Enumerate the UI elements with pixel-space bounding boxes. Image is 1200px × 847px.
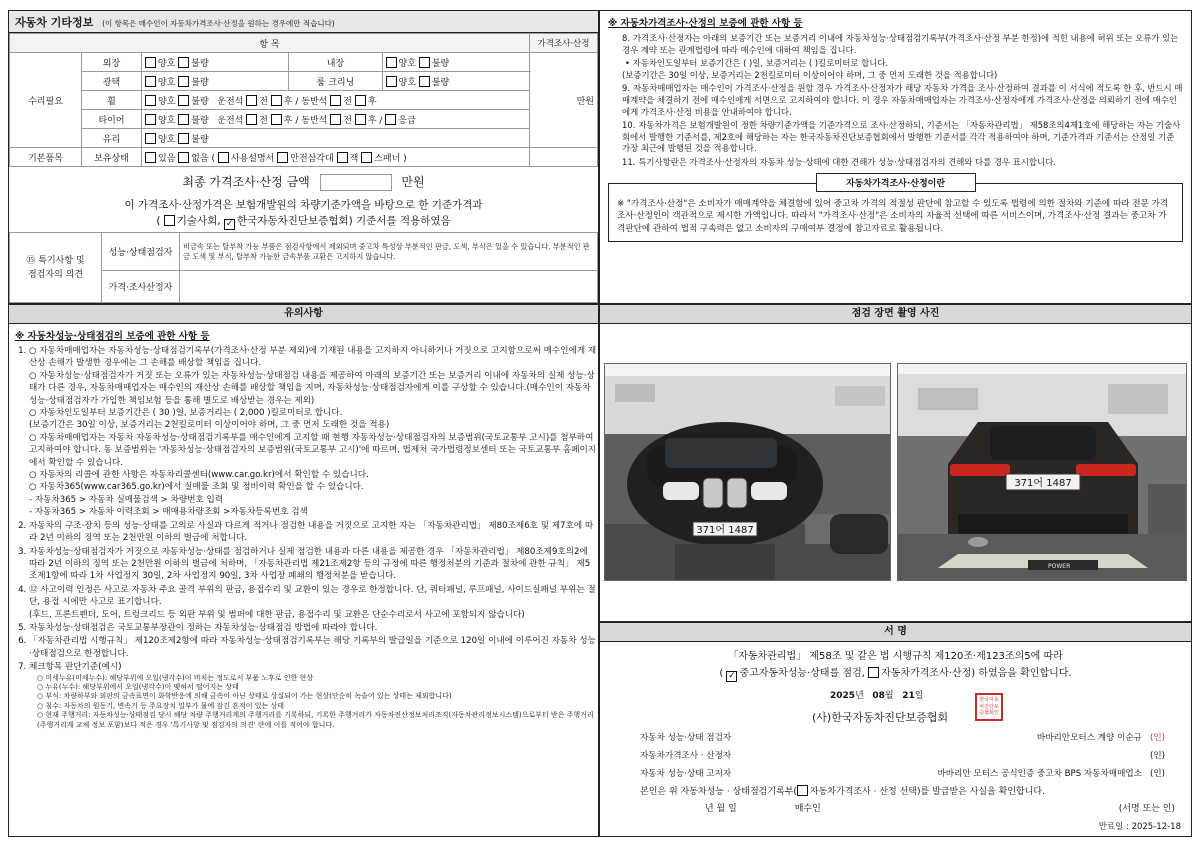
org-seal	[975, 693, 1003, 721]
perf-inspector: 성능·상태점검자	[102, 233, 180, 271]
checkbox[interactable]	[178, 76, 189, 87]
checkbox[interactable]	[868, 667, 879, 678]
buyer-line: 년 월 일 매수인 (서명 또는 인)	[705, 804, 1175, 814]
signature-section	[599, 622, 1192, 837]
notice-item: 7. 체크항목 판단기준(예시) ○ 미세누유(미세누수): 해당부위에 오일(냉각수)이 비치는 정도로서 부품 노후로 인한 현상 ○ 누유(누수): 해당부위에서 오일(냉각수)이 맺혀서 떨어지는 상태 ○ 부식: 차량하부와 외판의 금속표면이 화학반응에 의해 금속이 아닌 상태로 상실되어 가는 현상(단순히 녹슬어 있는 상태는 제외합니다) ○ 침수: 자동차의 원동기, 변속기 등 주요장치 일부가 물에 잠긴 흔적이 있는 상태 ○ 현재 주행거리: 자동차성능·상태점검 당시 해당 차량 주행거리계의 주행거리를 기록하되, 기록한 주행거리가 자동차전산정보처리조직(자동차관리정보시스템)으로부터 받은 주행거리(주행거리계 교체 정보 포함)보다 적은 경우 '특기사항 및 점검자의 의견' 란에 이를 적어야 합니다.	[29, 661, 598, 730]
car-front-photo	[604, 363, 891, 581]
checkbox[interactable]	[145, 57, 156, 68]
confirm-line: 본인은 위 자동차성능 · 상태점검기록부( 자동차가격조사 · 산정 선택)를 발급받은 사실을 확인합니다.	[640, 787, 1045, 797]
notice-item: 6. 「자동차관리법 시행규칙」 제120조제2항에 따라 자동차성능·상태점검기록부는 해당 기록부의 발급일을 기준으로 120일 이내에 이루어진 자동차 성능·상태점검으로 한정합니다.	[29, 635, 598, 660]
etc-note: (이 항목은 매수인이 자동차가격조사·산정을 원하는 경우에만 적습니다)	[102, 19, 335, 28]
signature-row: 자동차 성능·상태 점검자 바바리안모터스 계양 이순규 (인)	[640, 729, 1180, 747]
signature-rows	[640, 729, 1180, 783]
item-header: 항 목	[10, 34, 530, 53]
car-front-image	[605, 364, 891, 581]
criteria-item: ○ 부식: 차량하부와 외판의 금속표면이 화학반응에 의해 금속이 아닌 상태로 상실되어 가는 현상(단순히 녹슬어 있는 상태는 제외합니다)	[37, 692, 452, 701]
checkbox[interactable]	[419, 57, 430, 68]
notice-item-1	[29, 345, 598, 519]
lift-text: POWER	[1048, 563, 1071, 570]
checkbox[interactable]	[145, 114, 156, 125]
criteria-item: ○ 현재 주행거리: 자동차성능·상태점검 당시 해당 차량 주행거리계의 주행거리를 기록하되, 기록한 주행거리가 자동차전산정보처리조직(자동차관리정보시스템)으로부터 받은 주행거리(주행거리계 교체 정보 포함)보다 적은 경우 '특기사항 및 점검자의 의견' 란에 이를 적어야 합니다.	[37, 711, 594, 729]
signature-org: (사)한국자동차진단보증협회	[812, 711, 949, 724]
notice-list	[9, 345, 598, 519]
price-header: 가격조사·산정	[530, 34, 598, 53]
price-box-title: 자동차가격조사·산정이란	[816, 173, 976, 192]
row-label: 외장	[82, 53, 142, 72]
final-price-row: 최종 가격조사·산정 금액 만원	[182, 175, 425, 189]
checkbox[interactable]	[330, 95, 341, 106]
checkbox[interactable]	[178, 114, 189, 125]
notice-item: 2. 자동차의 구조·장치 등의 성능·상태를 고의로 사실과 다르게 적거나 점검한 내용을 거짓으로 고지한 자는 「자동차관리법」 제80조제6호 및 제7호에 따라 2년 이하의 징역 또는 2천만원 이하의 벌금에 처합니다.	[29, 520, 598, 545]
rear-plate-text: 371어 1487	[1014, 478, 1072, 489]
opinion-table	[9, 232, 598, 303]
price-warranty-title: ※ 자동차가격조사·산정의 보증에 관한 사항 등	[608, 18, 803, 29]
criteria-item: ○ 침수: 자동차의 원동기, 변속기 등 주요장치 일부가 물에 잠긴 흔적이 있는 상태	[37, 701, 285, 710]
notice-subitem: ○ 자동차매매업자는 자동차 자동차성능·상태점검기록부를 매수인에게 고지할 때 현행 자동차성능·상태점검자의 보증범위(국토교통부 고시)를 첨부하여 고지하여야 합니다. 동 보증범위는 '자동차성능·상태점검자의 보증범위(국토교통부 고시)'에 따르며, 법제처 국가법령정보센터 또는 국토교통부 홈페이지에서 확인할 수 있습니다.	[29, 432, 597, 468]
price-warranty-item: 9. 자동차매매업자는 매수인이 가격조사·산정을 원할 경우 가격조사·산정자가 해당 자동차 가격을 조사·산정하여 결과를 이 서식에 적도록 한 후, 반드시 매매계약을 체결하기 전에 매수인에게 서면으로 고지하여야 합니다. 이 경우 자동차매매업자는 가격조사·산정자에게 가격조사·산정을 의뢰하기 전에 매수인에게 가격조사·산정 비용을 안내하여야 합니다.	[622, 83, 1183, 117]
notice-subitem: ○ 자동차의 리콜에 관한 사항은 자동차리콜센터(www.car.go.kr)에서 확인할 수 있습니다.	[29, 470, 369, 481]
photo-header: 점검 장면 촬영 사진	[600, 305, 1191, 324]
signature-row: 자동차가격조사 · 산정자 (인)	[640, 751, 1166, 761]
checkbox[interactable]	[271, 95, 282, 106]
signature-row: 자동차 성능·상태 고지자 바바리안 모터스 공식인증 중고차 BPS 자동차매매업소 (인)	[640, 769, 1166, 779]
row-label: 유리	[82, 129, 142, 148]
checkbox[interactable]	[145, 95, 156, 106]
checkbox[interactable]	[145, 152, 156, 163]
checkbox[interactable]	[386, 76, 397, 87]
criteria-item: ○ 미세누유(미세누수): 해당부위에 오일(냉각수)이 비치는 정도로서 부품 노후로 인한 현상	[37, 673, 314, 682]
row-label: 휠	[82, 91, 142, 110]
checkbox[interactable]	[277, 152, 288, 163]
standard-sentence: 이 가격조사·산정가격은 보험개발원의 차량기준가액을 바탕으로 한 기준가격과 ( 기술사회, ✓ 한국자동차진단보증협회) 기준서를 적용하였음	[124, 199, 483, 229]
price-box-text: ※ "가격조사·산정"은 소비자가 매매계약을 체결함에 있어 중고차 가격의 적절성 판단에 참고할 수 있도록 법령에 의한 절차와 기준에 따라 전문 가격조사·산정인이 객관적으로 제시한 가액입니다. 따라서 "가격조사·산정"은 소비자의 자율적 선택에 따른 서비스이며, 가격조사·산정 결과는 중고차 가격판단에 관하여 법적 구속력은 없고 소비자의 구매여부 결정에 참고자료로 활용됩니다.	[617, 198, 1169, 234]
signature-line2: ( ✓ 중고자동차성능·상태를 점검, 자동차가격조사·산정) 하였음을 확인합니다.	[719, 668, 1072, 681]
checkbox[interactable]	[797, 785, 808, 796]
price-warranty-item: 11. 특기사항란은 가격조사·산정자의 자동차 성능·상태에 대한 견해가 성능·상태점검자의 견해와 다를 경우 표시합니다.	[622, 156, 1056, 167]
final-price-field[interactable]	[320, 174, 392, 191]
price-warranty-item: • 자동차인도일부터 보증기간은 ( )일, 보증거리는 ( )킬로미터로 합니다. (보증기간은 30일 이상, 보증거리는 2천킬로미터 이상이어야 하며, 그 중 먼저 도래한 것을 적용합니다)	[622, 58, 998, 80]
price-warranty-section	[599, 10, 1192, 304]
notice-section	[8, 304, 599, 837]
row-label: 룸 크리닝	[289, 72, 382, 91]
car-rear-image	[898, 364, 1187, 581]
checkbox[interactable]	[330, 114, 341, 125]
etc-title-bar	[9, 11, 598, 33]
checkbox[interactable]	[337, 152, 348, 163]
checkbox[interactable]	[271, 114, 282, 125]
checkbox[interactable]	[355, 95, 366, 106]
notice-subitem: ○ 자동차성능·상태점검자가 거짓 또는 오류가 있는 자동차성능·상태점검 내용을 제공하여 아래의 보증기간 또는 보증거리 이내에 자동차의 실제 성능·상태가 다른 경우, 자동차매매업자는 매수인의 재산상 손해를 배상할 책임을 지며, 자동차성능·상태점검자에게 이를 구상할 수 있습니다.(매수인이 자동차성능·상태점검자가 가입한 책임보험 등을 통해 별도로 배상받는 경우는 제외)	[29, 370, 595, 406]
checkbox[interactable]	[178, 95, 189, 106]
notice-list-rest	[9, 520, 598, 730]
etc-info-section	[8, 10, 599, 304]
checkbox[interactable]	[145, 76, 156, 87]
checkbox[interactable]	[178, 133, 189, 144]
signature-header: 서 명	[600, 623, 1191, 642]
seal-mark: (인)	[1150, 733, 1166, 743]
notice-header: 유의사항	[9, 305, 598, 324]
checkbox[interactable]	[164, 215, 175, 226]
price-warranty-items	[608, 33, 1183, 169]
checkbox[interactable]	[246, 95, 257, 106]
basic-label: 기본품목	[10, 148, 82, 167]
car-rear-photo	[897, 363, 1187, 581]
signature-date: 2025년 08월 21일	[830, 691, 924, 701]
checkbox[interactable]	[178, 152, 189, 163]
photo-section	[599, 304, 1192, 622]
price-inspector: 가격·조사산정자	[102, 271, 180, 303]
repair-label: 수리필요	[10, 53, 82, 148]
price-warranty-item: 10. 자동차가격은 보험개발원이 정한 차량기준가액을 기준가격으로 조사·산정하되, 기준서는 「자동차관리법」 제58조의4제1호에 해당하는 자는 기술사회에서 발행한 기준서를, 제2호에 해당하는 자는 한국자동차진단보증협회에서 발행한 기준서를 각각 적용하여야 하며, 기준가격과 기준서는 산정일 기준 가장 최근에 발행된 것을 적용합니다.	[622, 120, 1181, 154]
checkbox[interactable]	[355, 114, 366, 125]
checkbox[interactable]	[218, 152, 229, 163]
checkbox[interactable]	[178, 57, 189, 68]
notice-item: 4. ⑫ 사고이력 인정은 사고로 자동차 주요 골격 부위의 판금, 용접수리 및 교환이 있는 경우로 한정합니다. 단, 쿼터패널, 루프패널, 사이드실패널 부위는 절단, 용접 시에만 사고로 표기합니다. (후드, 프론트펜더, 도어, 트렁크리드 등 외판 부위 및 범퍼에 대한 판금, 용접수리 및 교환은 단순수리로서 사고에 포함되지 않습니다)	[29, 584, 598, 621]
checkbox-checked[interactable]: ✓	[728, 671, 736, 681]
checkbox[interactable]	[385, 114, 396, 125]
price-unit: 만원	[530, 53, 598, 148]
notice-subitem: 1. ○ 자동차매매업자는 자동차성능·상태점검기록부(가격조사·산정 부분 제외)에 기재된 내용을 고지하지 아니하거나 거짓으로 고지함으로써 매수인에게 재산상 손해가 발생한 경우에는 그 손해를 배상할 책임을 집니다.	[29, 346, 597, 369]
checkbox[interactable]	[386, 57, 397, 68]
row-label: 내장	[289, 53, 382, 72]
row-label: 타이어	[82, 110, 142, 129]
signature-line1: 「자동차관리법」 제58조 및 같은 법 시행규칙 제120조·제123조의5에 따라	[728, 651, 1063, 662]
perf-opinion: 비금속 또는 탈부착 가능 부품은 점검사항에서 제외되며 중고차 특성상 부분적인 판금, 도색, 부식은 있을 수 있습니다. 부분적인 판금 도색 및 부식, 탈부착 가능한 금속부품 교환은 고지하지 않습니다.	[180, 233, 598, 271]
notice-subitem: ○ 자동차365(www.car365.go.kr)에서 실매물 조회 및 정비이력 확인을 할 수 있습니다. - 자동차365 > 자동차 실매물검색 > 차량번호 입력 - 자동차365 > 자동차 이력조회 > 매매용차량조회 >자동차등록번호 검색	[29, 482, 364, 518]
expiry-date: 만료일 : 2025-12-18	[1098, 822, 1181, 832]
checkbox[interactable]	[145, 133, 156, 144]
notice-subitem: ○ 자동차인도일부터 보증기간은 ( 30 )일, 보증거리는 ( 2,000 )킬로미터로 합니다. (보증기간은 30일 이상, 보증거리는 2천킬로미터 이상이어야 하며, 그 중 먼저 도래한 것을 적용)	[29, 408, 390, 431]
etc-title: 자동차 기타정보	[15, 16, 94, 29]
checkbox[interactable]	[361, 152, 372, 163]
row-label: 보유상태	[82, 148, 142, 167]
row-label: 광택	[82, 72, 142, 91]
checkbox[interactable]	[419, 76, 430, 87]
checkbox[interactable]	[246, 114, 257, 125]
repair-table: 항 목 가격조사·산정 수리필요 외장 양호 불량 내장 양호 불량 만원 광택 양호 불량 룸 크리닝 양호 불량 휠 양호 불량 운전석 전 후 / 동반석 전 후 타이어 양호 불량 운전석 전 후 / 동반석 전 후 / 응급 유리 양호 불량 기본품목 보유상태 있음 없음 ( 사용설명서 안전삼각대 잭 스패너 )	[9, 33, 598, 167]
notice-item: 3. 자동차성능·상태점검자가 거짓으로 자동차성능·상태를 점검하거나 실제 점검한 내용과 다른 내용을 제공한 경우 「자동차관리법」 제80조제9호의2에 따라 2년 이하의 징역 또는 2천만원 이하의 벌금에 처하며, 「자동차관리법 제21조제2항 등의 규정에 따른 행정처분의 기준과 절차에 관한 규칙」 제5조제1항에 따라 1차 사업정지 30일, 2차 사업정지 90일, 3차 사업장 폐쇄의 행정처분을 받습니다.	[29, 546, 598, 583]
front-plate-text: 371어 1487	[696, 525, 754, 536]
special-label: ⑮ 특기사항 및 점검자의 의견	[10, 233, 102, 303]
checkbox-checked[interactable]: ✓	[225, 219, 234, 229]
notice-item: 5. 자동차성능·상태점검은 국토교통부장관이 정하는 자동차성능·상태점검 방법에 따라야 합니다.	[29, 622, 598, 634]
notice-title: ※ 자동차성능·상태점검의 보증에 관한 사항 등	[15, 331, 210, 342]
org-seal-text: 한국자동차진단보증협회인	[979, 697, 999, 716]
price-warranty-item: 8. 가격조사·산정자는 아래의 보증기간 또는 보증거리 이내에 자동차성능·상태점검기록부(가격조사·산정 부분 한정)에 적힌 내용에 허위 또는 오류가 있는 경우 계약 또는 관계법령에 따라 매수인에 대하여 책임을 집니다.	[622, 33, 1179, 55]
criteria-item: ○ 누유(누수): 해당부위에서 오일(냉각수)이 맺혀서 떨어지는 상태	[37, 682, 239, 691]
